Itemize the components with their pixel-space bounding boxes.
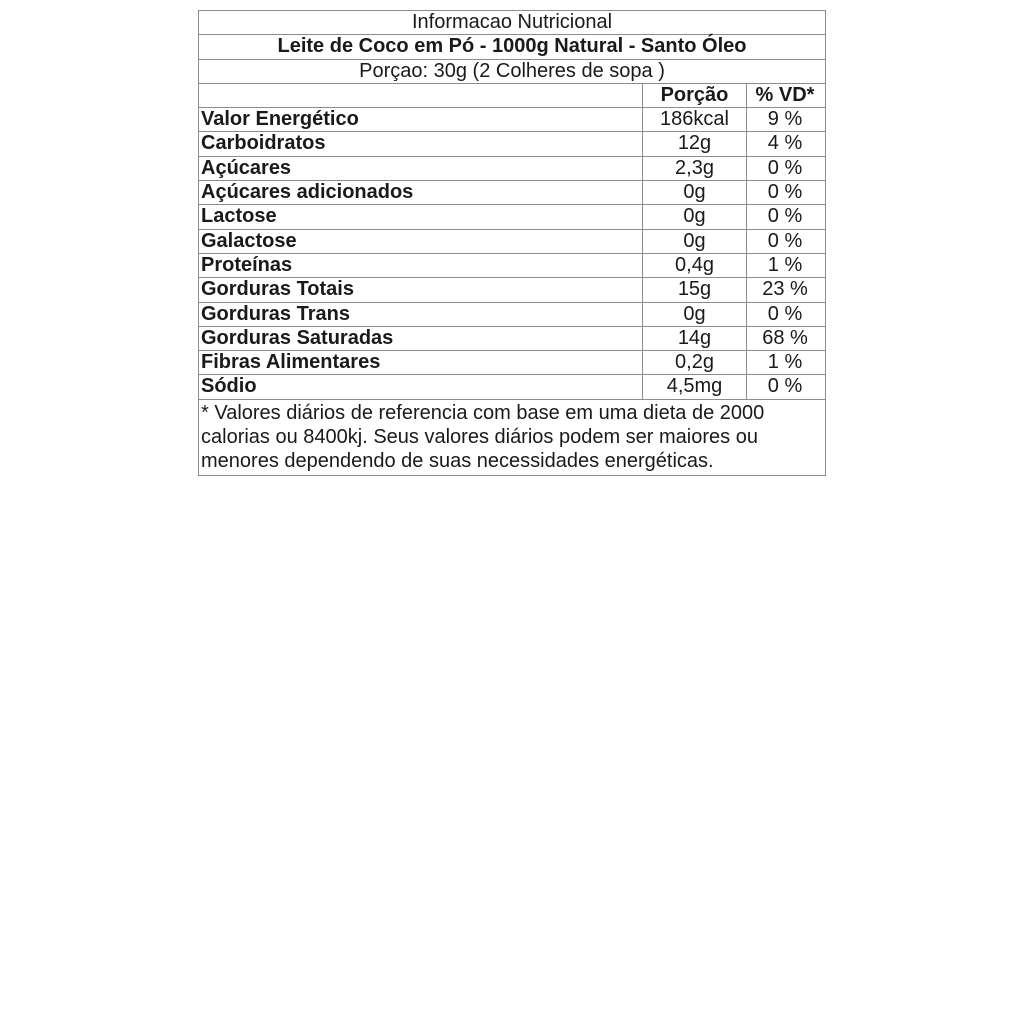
nutrient-vd: 0 %	[767, 156, 803, 179]
table-row	[199, 108, 825, 132]
nutrient-portion: 15g	[643, 278, 747, 301]
product-name: Leite de Coco em Pó - 1000g Natural - Santo Óleo	[277, 35, 747, 58]
nutrient-name: Proteínas	[199, 254, 643, 277]
table-row	[199, 327, 825, 351]
nutrient-vd: 9 %	[767, 108, 803, 131]
table-row	[199, 351, 825, 375]
nutrient-name: Gorduras Trans	[199, 303, 643, 326]
nutrient-portion: 4,5mg	[643, 375, 747, 398]
table-row	[199, 157, 825, 181]
table-row	[199, 132, 825, 156]
table-row	[199, 278, 825, 302]
nutrient-vd: 0 %	[767, 302, 803, 325]
nutrient-portion: 0,4g	[643, 254, 747, 277]
table-title-row	[199, 11, 825, 35]
table-row	[199, 230, 825, 254]
nutrient-portion: 0g	[643, 230, 747, 253]
nutrient-portion: 186kcal	[643, 108, 747, 131]
nutrient-name: Açúcares	[199, 157, 643, 180]
nutrient-vd: 23 %	[762, 278, 808, 301]
nutrient-portion: 14g	[643, 327, 747, 350]
nutrient-vd: 0 %	[767, 229, 803, 252]
nutrient-vd: 1 %	[767, 351, 803, 374]
table-row	[199, 205, 825, 229]
nutrient-vd: 0 %	[767, 181, 803, 204]
footnote-row	[199, 400, 825, 475]
nutrient-portion: 0g	[643, 181, 747, 204]
nutrient-name: Galactose	[199, 230, 643, 253]
nutrient-name: Sódio	[199, 375, 643, 398]
table-row	[199, 303, 825, 327]
nutrient-portion: 2,3g	[643, 157, 747, 180]
nutrient-vd: 0 %	[767, 205, 803, 228]
serving-size: Porçao: 30g (2 Colheres de sopa )	[359, 59, 665, 82]
column-header-portion: Porção	[643, 84, 747, 107]
nutrient-vd: 1 %	[767, 253, 803, 276]
nutrient-vd: 0 %	[767, 375, 803, 398]
column-header-row	[199, 84, 825, 108]
nutrient-vd: 68 %	[762, 326, 808, 349]
column-header-nutrient	[199, 84, 643, 107]
nutrient-portion: 0g	[643, 303, 747, 326]
nutrition-table	[198, 10, 826, 476]
nutrient-portion: 12g	[643, 132, 747, 155]
nutrient-name: Fibras Alimentares	[199, 351, 643, 374]
nutrient-name: Carboidratos	[199, 132, 643, 155]
serving-size-row	[199, 60, 825, 84]
table-row	[199, 181, 825, 205]
table-row	[199, 375, 825, 399]
nutrient-name: Gorduras Saturadas	[199, 327, 643, 350]
table-row	[199, 254, 825, 278]
nutrient-vd: 4 %	[767, 132, 803, 155]
nutrient-name: Gorduras Totais	[199, 278, 643, 301]
nutrient-portion: 0,2g	[643, 351, 747, 374]
footnote: * Valores diários de referencia com base em uma dieta de 2000 calorias ou 8400kj. Seus valores diários podem ser maiores ou menores dependendo de suas necessidades energéticas.	[201, 401, 765, 472]
nutrient-portion: 0g	[643, 205, 747, 228]
nutrient-name: Valor Energético	[199, 108, 643, 131]
nutrient-name: Açúcares adicionados	[199, 181, 643, 204]
product-name-row	[199, 35, 825, 59]
nutrient-name: Lactose	[199, 205, 643, 228]
column-header-vd: % VD*	[755, 83, 815, 106]
table-title: Informacao Nutricional	[411, 11, 613, 33]
